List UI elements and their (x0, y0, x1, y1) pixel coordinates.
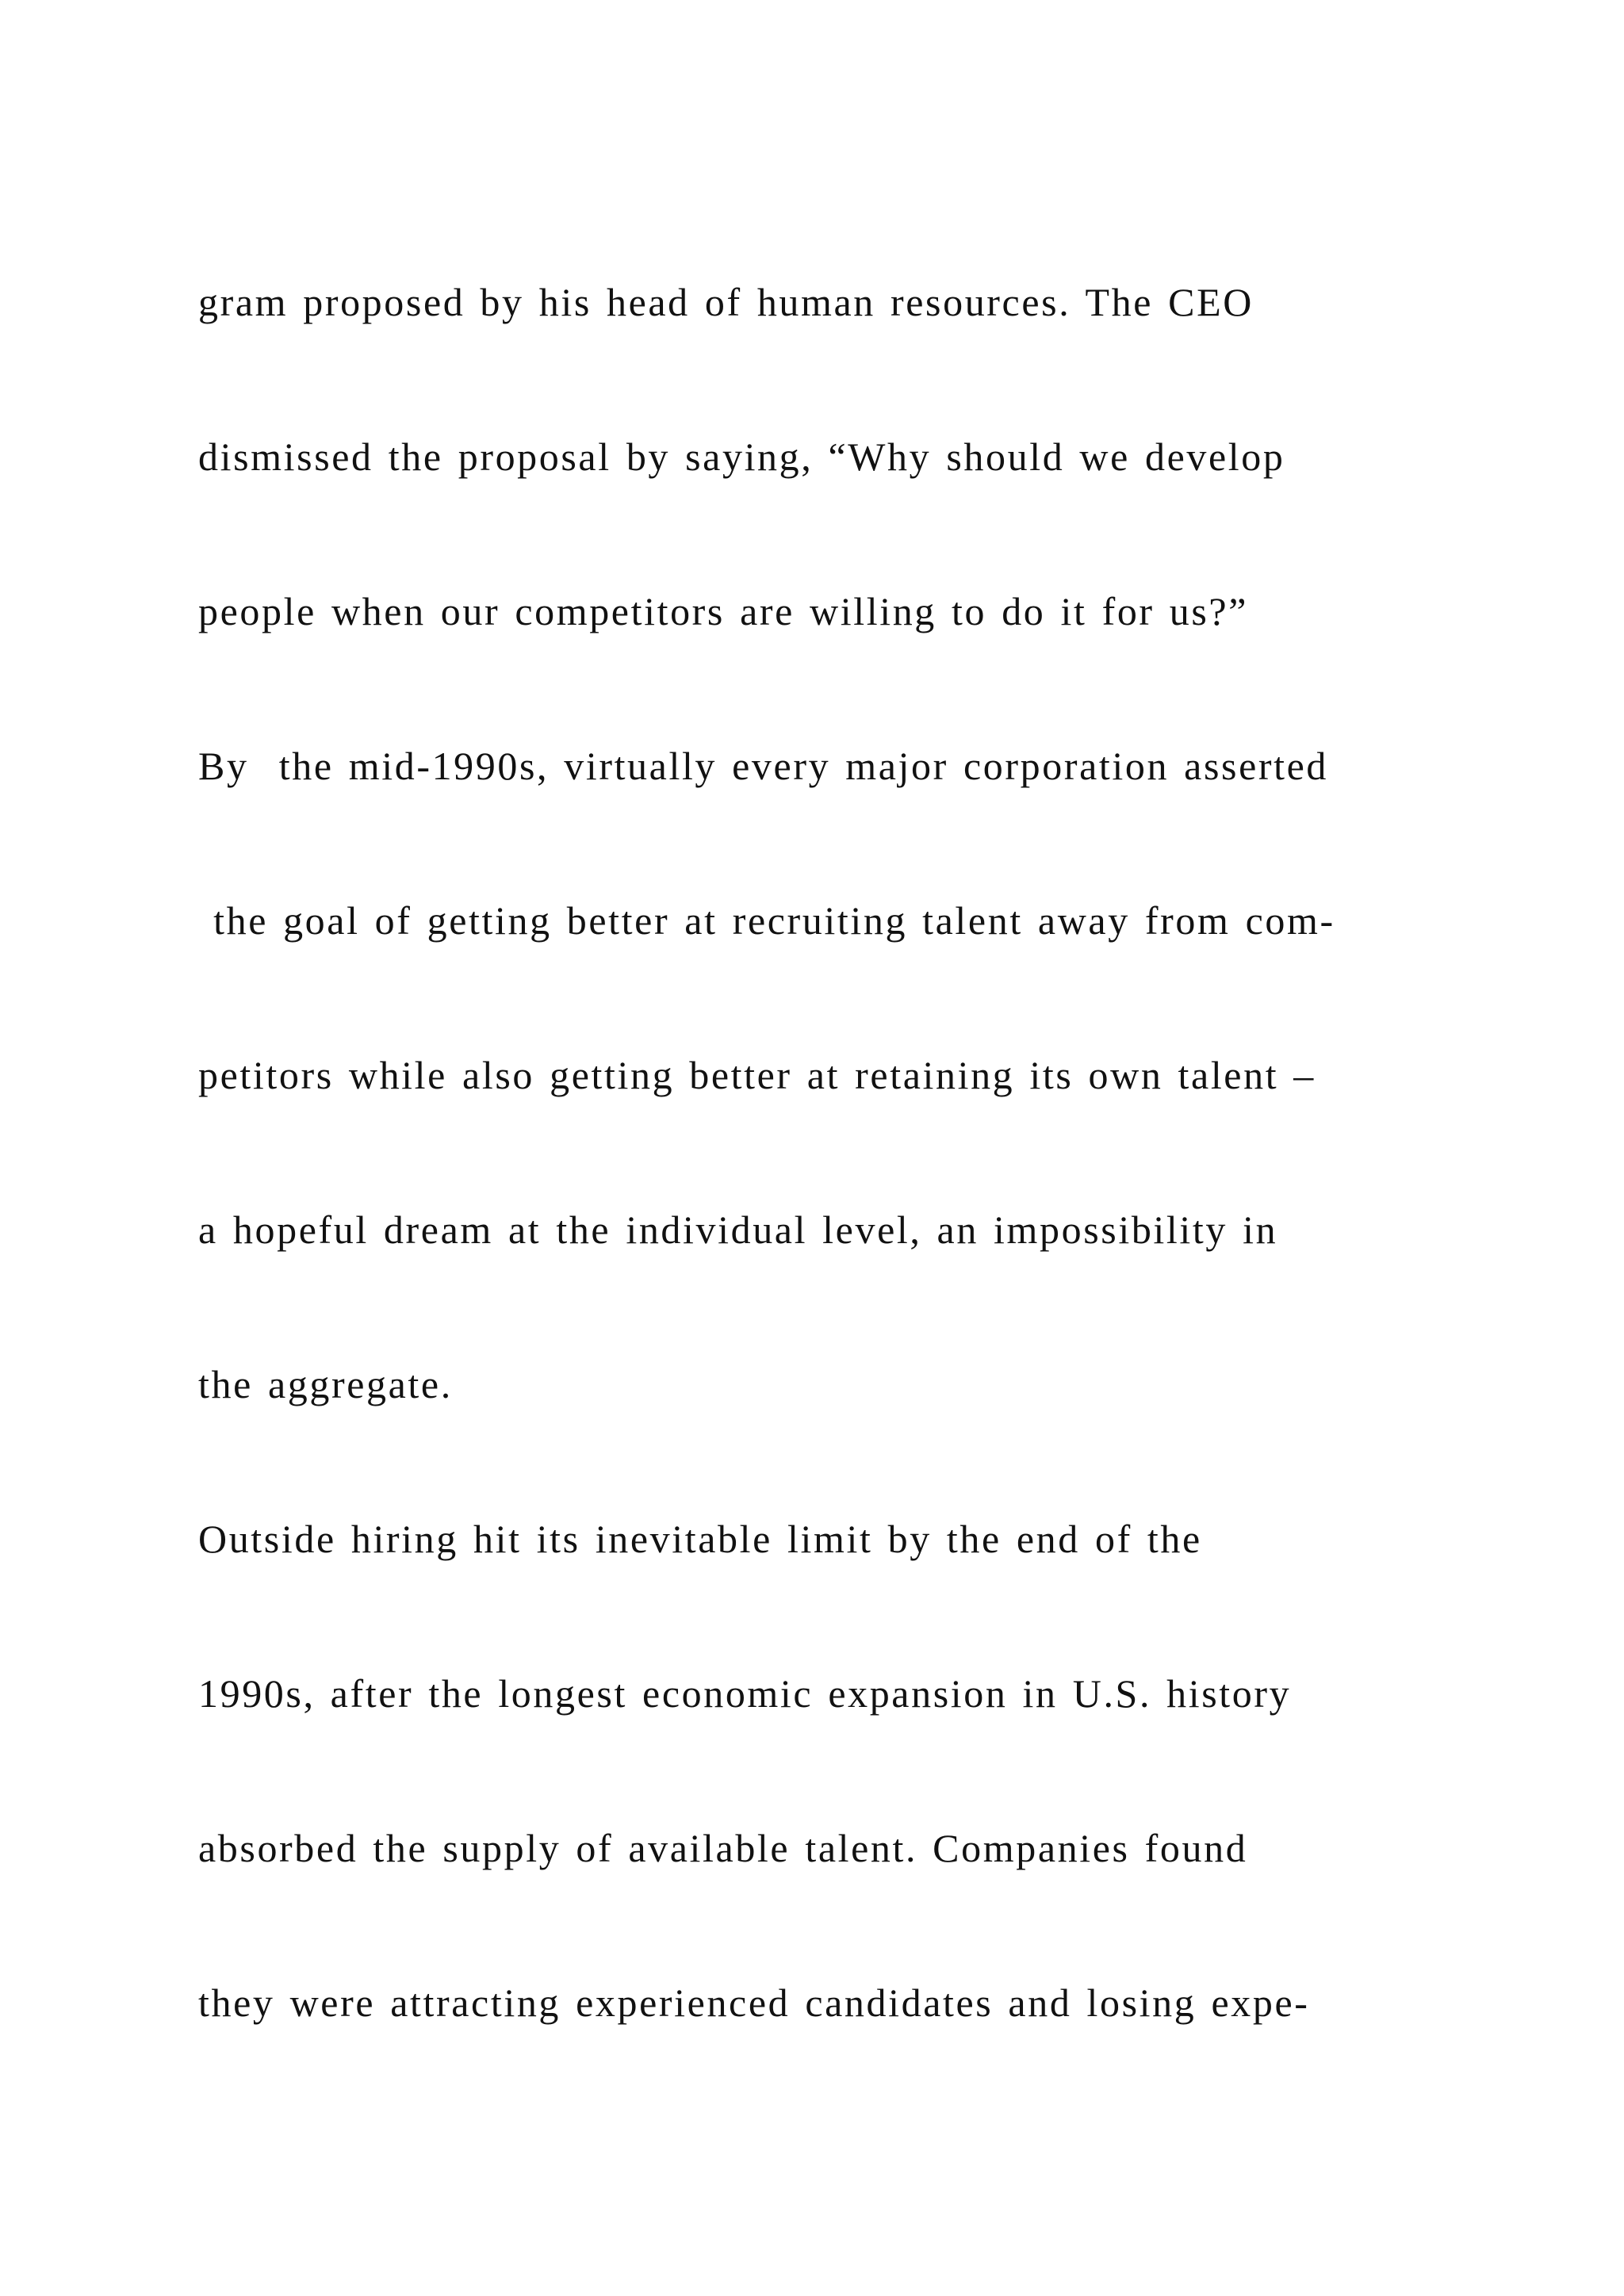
text-line: petitors while also getting better at retaining its own talent – (198, 1053, 1316, 1097)
text-line: the aggregate. (198, 1362, 453, 1406)
text-line: people when our competitors are willing to do it for us?” (198, 589, 1249, 633)
text-line: absorbed the supply of available talent. Companies found (198, 1826, 1248, 1870)
text-line: the goal of getting better at recruiting talent away from com- (198, 898, 1335, 943)
text-line: Outside hiring hit its inevitable limit by the end of the (198, 1517, 1202, 1561)
text-line: a hopeful dream at the individual level, an impossibility in (198, 1207, 1278, 1252)
text-line: dismissed the proposal by saying, “Why should we develop (198, 434, 1285, 479)
text-line: By the mid-1990s, virtually every major corporation asserted (198, 744, 1328, 788)
text-line: 1990s, after the longest economic expansion in U.S. history (198, 1671, 1292, 1716)
text-line: they were attracting experienced candidates and losing expe- (198, 1980, 1310, 2025)
text-line: gram proposed by his head of human resources. The CEO (198, 280, 1254, 324)
